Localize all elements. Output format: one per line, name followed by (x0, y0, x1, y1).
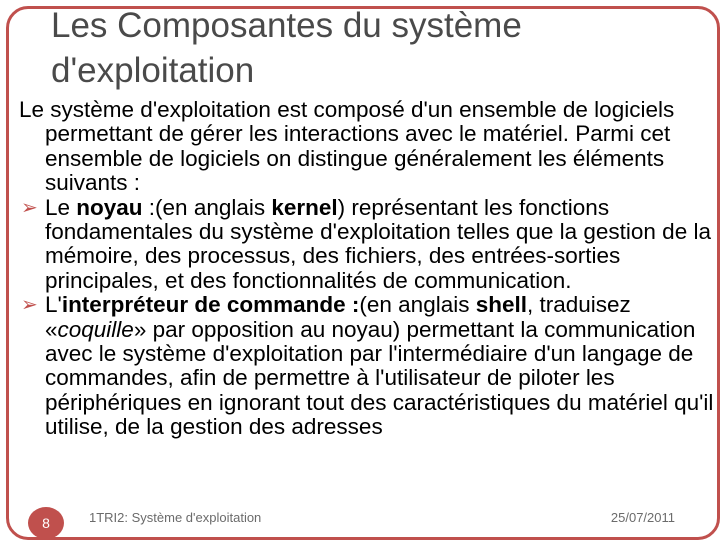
term-noyau: noyau (76, 194, 143, 220)
term-shell: shell (475, 292, 527, 318)
bullet-shell (19, 293, 719, 439)
bullet-shell-mid: (en anglais (359, 292, 476, 318)
bullet-kernel-mid: :(en anglais (142, 194, 272, 220)
bullet-shell-prefix: L' (45, 292, 62, 318)
slide-body (19, 98, 719, 440)
bullet-kernel (19, 196, 719, 294)
term-kernel: kernel (271, 194, 338, 220)
bullet-shell-part2: , traduisez « (45, 292, 631, 342)
footer-course-label: 1TRI2: Système d'exploitation (89, 510, 262, 525)
bullet-kernel-rest: ) représentant les fonctions fondamentales du système d'exploitation telles que la gestion de la mémoire, des processus, des fichiers, des entrées-sorties principales, et des fonctionnalités de communication. (45, 194, 711, 293)
term-interpreteur: interpréteur de commande : (61, 292, 360, 318)
page-number-badge: 8 (28, 507, 64, 539)
term-coquille: coquille (57, 316, 134, 342)
footer-date: 25/07/2011 (610, 510, 675, 525)
arrow-bullet-icon: ➢ (21, 196, 38, 219)
slide-title (51, 6, 691, 93)
title-line-2: d'exploitation (51, 51, 255, 90)
arrow-bullet-icon: ➢ (21, 294, 38, 317)
bullet-shell-rest: » par opposition au noyau) permettant la communication avec le système d'exploitation par l'intermédiaire d'un langage de commandes, afin de permettre à l'utilisateur de piloter les périphériques en ignorant tout des caractéristiques du matériel qu'il utilise, de la gestion des adresses (45, 316, 714, 440)
intro-paragraph: Le système d'exploitation est composé d'un ensemble de logiciels permettant de gérer les interactions avec le matériel. Parmi cet ensemble de logiciels on distingue généralement les éléments suivants : (19, 97, 675, 196)
bullet-kernel-prefix: Le (45, 194, 77, 220)
title-line-1: Les Composantes du système (51, 6, 522, 45)
slide-frame (6, 6, 720, 540)
